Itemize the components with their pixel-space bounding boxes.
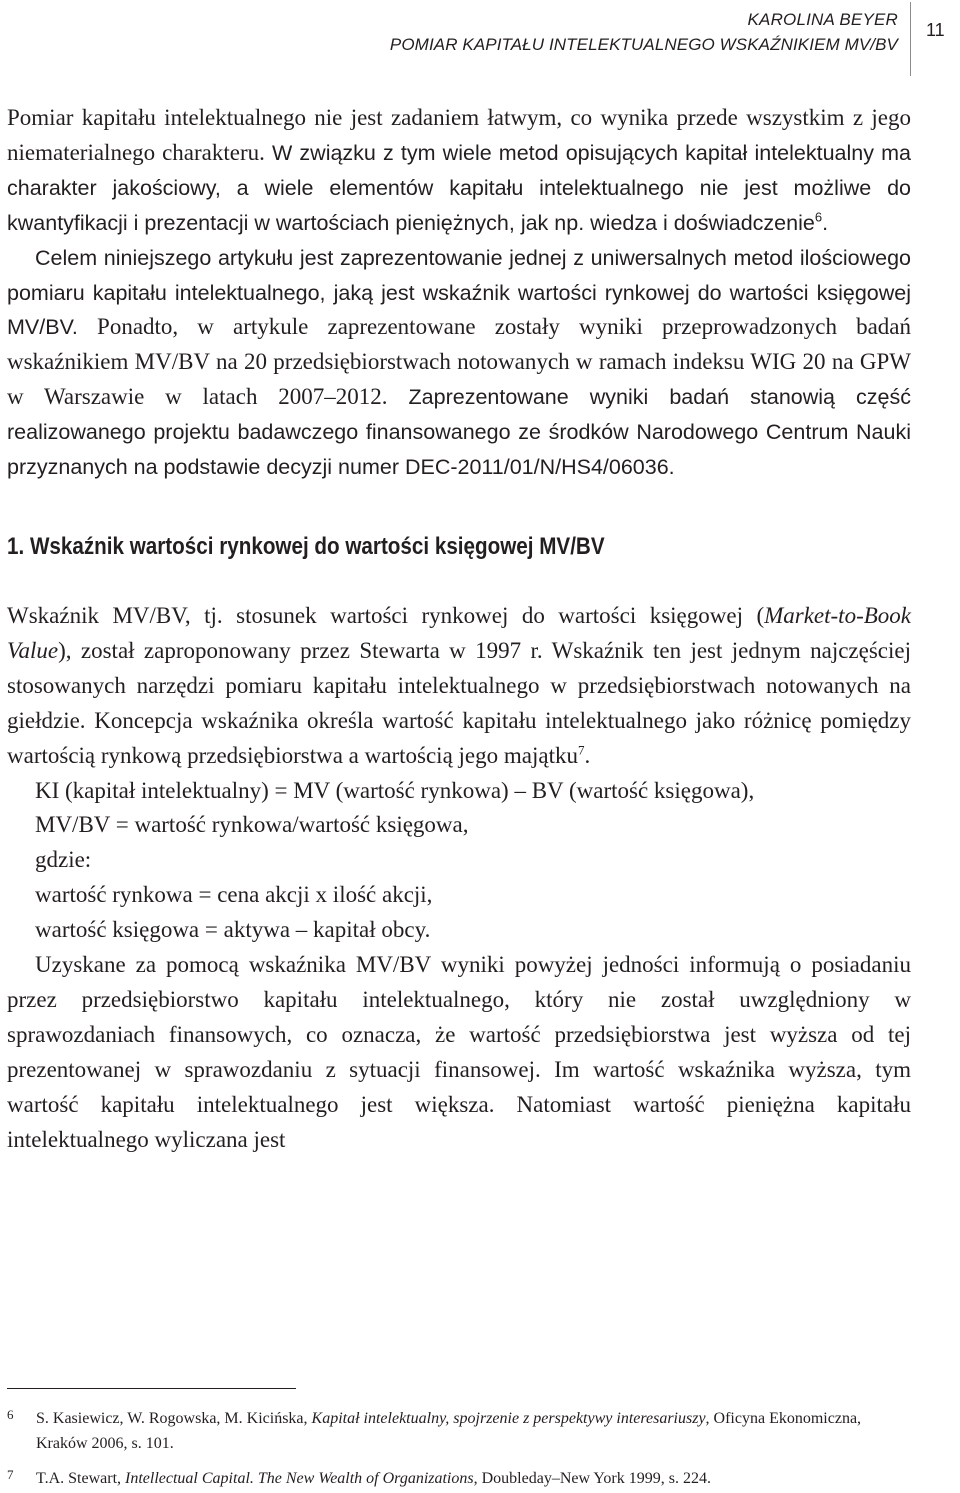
paragraph-definition-end: . [584,742,591,768]
formula-book-value: wartość księgowa = aktywa – kapitał obcy. [35,917,431,943]
formula-where: gdzie: [35,847,92,873]
paragraph-aim-end: Zaprezentowane wyniki badań stanowią część realizowanego projektu badawczego finansowanego ze środków Narodowego Centrum Nauki przyznanych na podstawie decyzji numer DEC-2011/01/N/HS4/06036. [7,385,911,480]
footnote-authors: S. Kasiewicz, W. Rogowska, M. Kicińska, [36,1410,312,1427]
main-text [7,101,911,1157]
paragraph-intro-lead: Pomiar kapitału intelektualnego nie jest zadaniem łatwym, co wynika przede wszystkim z jego niematerialnego charakteru. [7,105,911,165]
section-heading: 1. Wskaźnik wartości rynkowej do wartości księgowej MV/BV [7,532,605,560]
footnote-ref-6[interactable]: 6 [814,209,823,225]
formula-mvbv: MV/BV = wartość rynkowa/wartość księgowa, [35,812,469,838]
paragraph-intro-rest: W związku z tym wiele metod opisujących kapitał intelektualny ma charakter jakościowy, a wiele elementów kapitału intelektualnego nie jest możliwe do kwantyfikacji i prezentacji w wartościach pieniężnych, jak np. wiedza i doświadczenie [7,140,911,235]
paragraph-intro-end: . [822,210,829,235]
page-number: 11 [926,20,945,40]
paragraph-definition-rest: ), został zaproponowany przez Stewarta w 1997 r. Wskaźnik ten jest jednym najczęściej stosowanych narzędzi pomiaru kapitału intelektualnego w przedsiębiorstwach notowanych na giełdzie. Koncepcja wskaźnika określa wartość kapitału intelektualnego jako różnicę pomiędzy wartością rynkową przedsiębiorstwa a wartością jego majątku [7,637,911,768]
paragraph-aim-lead: Celem niniejszego artykułu jest zaprezentowanie jednej z uniwersalnych metod ilościowego pomiaru kapitału intelektualnego, jaką jest wskaźnik wartości rynkowej do wartości księgowej MV/BV. [7,245,911,340]
paragraph-aim-middle: Ponadto, w artykule zaprezentowane zostały wyniki przeprowadzonych badań wskaźnikiem MV/BV na 20 przedsiębiorstwach notowanych w ramach indeksu WIG 20 na GPW w Warszawie w latach 2007–2012. [7,314,911,410]
formula-market-value: wartość rynkowa = cena akcji x ilość akcji, [35,882,433,908]
header-divider [910,2,911,76]
footnote-text [7,1466,911,1491]
paragraph-intro [7,101,911,241]
paragraph-definition [7,599,911,774]
running-header-title: POMIAR KAPITAŁU INTELEKTUALNEGO WSKAŹNIKIEM MV/BV [389,35,898,54]
market-to-book-term: Market-to-Book Value [7,602,911,663]
running-header-author: KAROLINA BEYER [747,10,898,29]
footnote-divider [7,1388,296,1389]
paragraph-definition-lead: Wskaźnik MV/BV, tj. stosunek wartości rynkowej do wartości księgowej ( [7,602,765,628]
footnote-book-title: Kapitał intelektualny, spojrzenie z perspektywy interesariuszy [311,1410,706,1427]
footnote-text [7,1406,911,1456]
footnote-ref-7[interactable]: 7 [577,741,585,757]
paragraph-aim [7,241,911,485]
footnote-publisher: , Doubleday–New York 1999, s. 224. [473,1470,711,1487]
footnote-6 [7,1406,911,1456]
footnote-book-title: Intellectual Capital. The New Wealth of Organizations [125,1470,474,1487]
footnote-7 [7,1466,911,1491]
footnote-number: 7 [7,1467,14,1482]
footnote-publisher: , Oficyna Ekonomiczna, Kraków 2006, s. 101. [36,1410,862,1452]
footnote-authors: T.A. Stewart, [36,1470,126,1487]
paragraph-interpretation: Uzyskane za pomocą wskaźnika MV/BV wyniki powyżej jedności informują o posiadaniu przez przedsiębiorstwo kapitału intelektualnego, który nie został uwzględniony w sprawozdaniach finansowych, co oznacza, że wartość przedsiębiorstwa jest wyższa od tej prezentowanej w sprawozdaniu z sytuacji finansowej. Im wartość wskaźnika wyższa, tym wartość kapitału intelektualnego jest większa. Natomiast wartość pieniężna kapitału intelektualnego wyliczana jest [7,952,911,1152]
formula-ki: KI (kapitał intelektualny) = MV (wartość rynkowa) – BV (wartość księgowa), [35,777,755,803]
footnote-number: 6 [7,1407,14,1422]
